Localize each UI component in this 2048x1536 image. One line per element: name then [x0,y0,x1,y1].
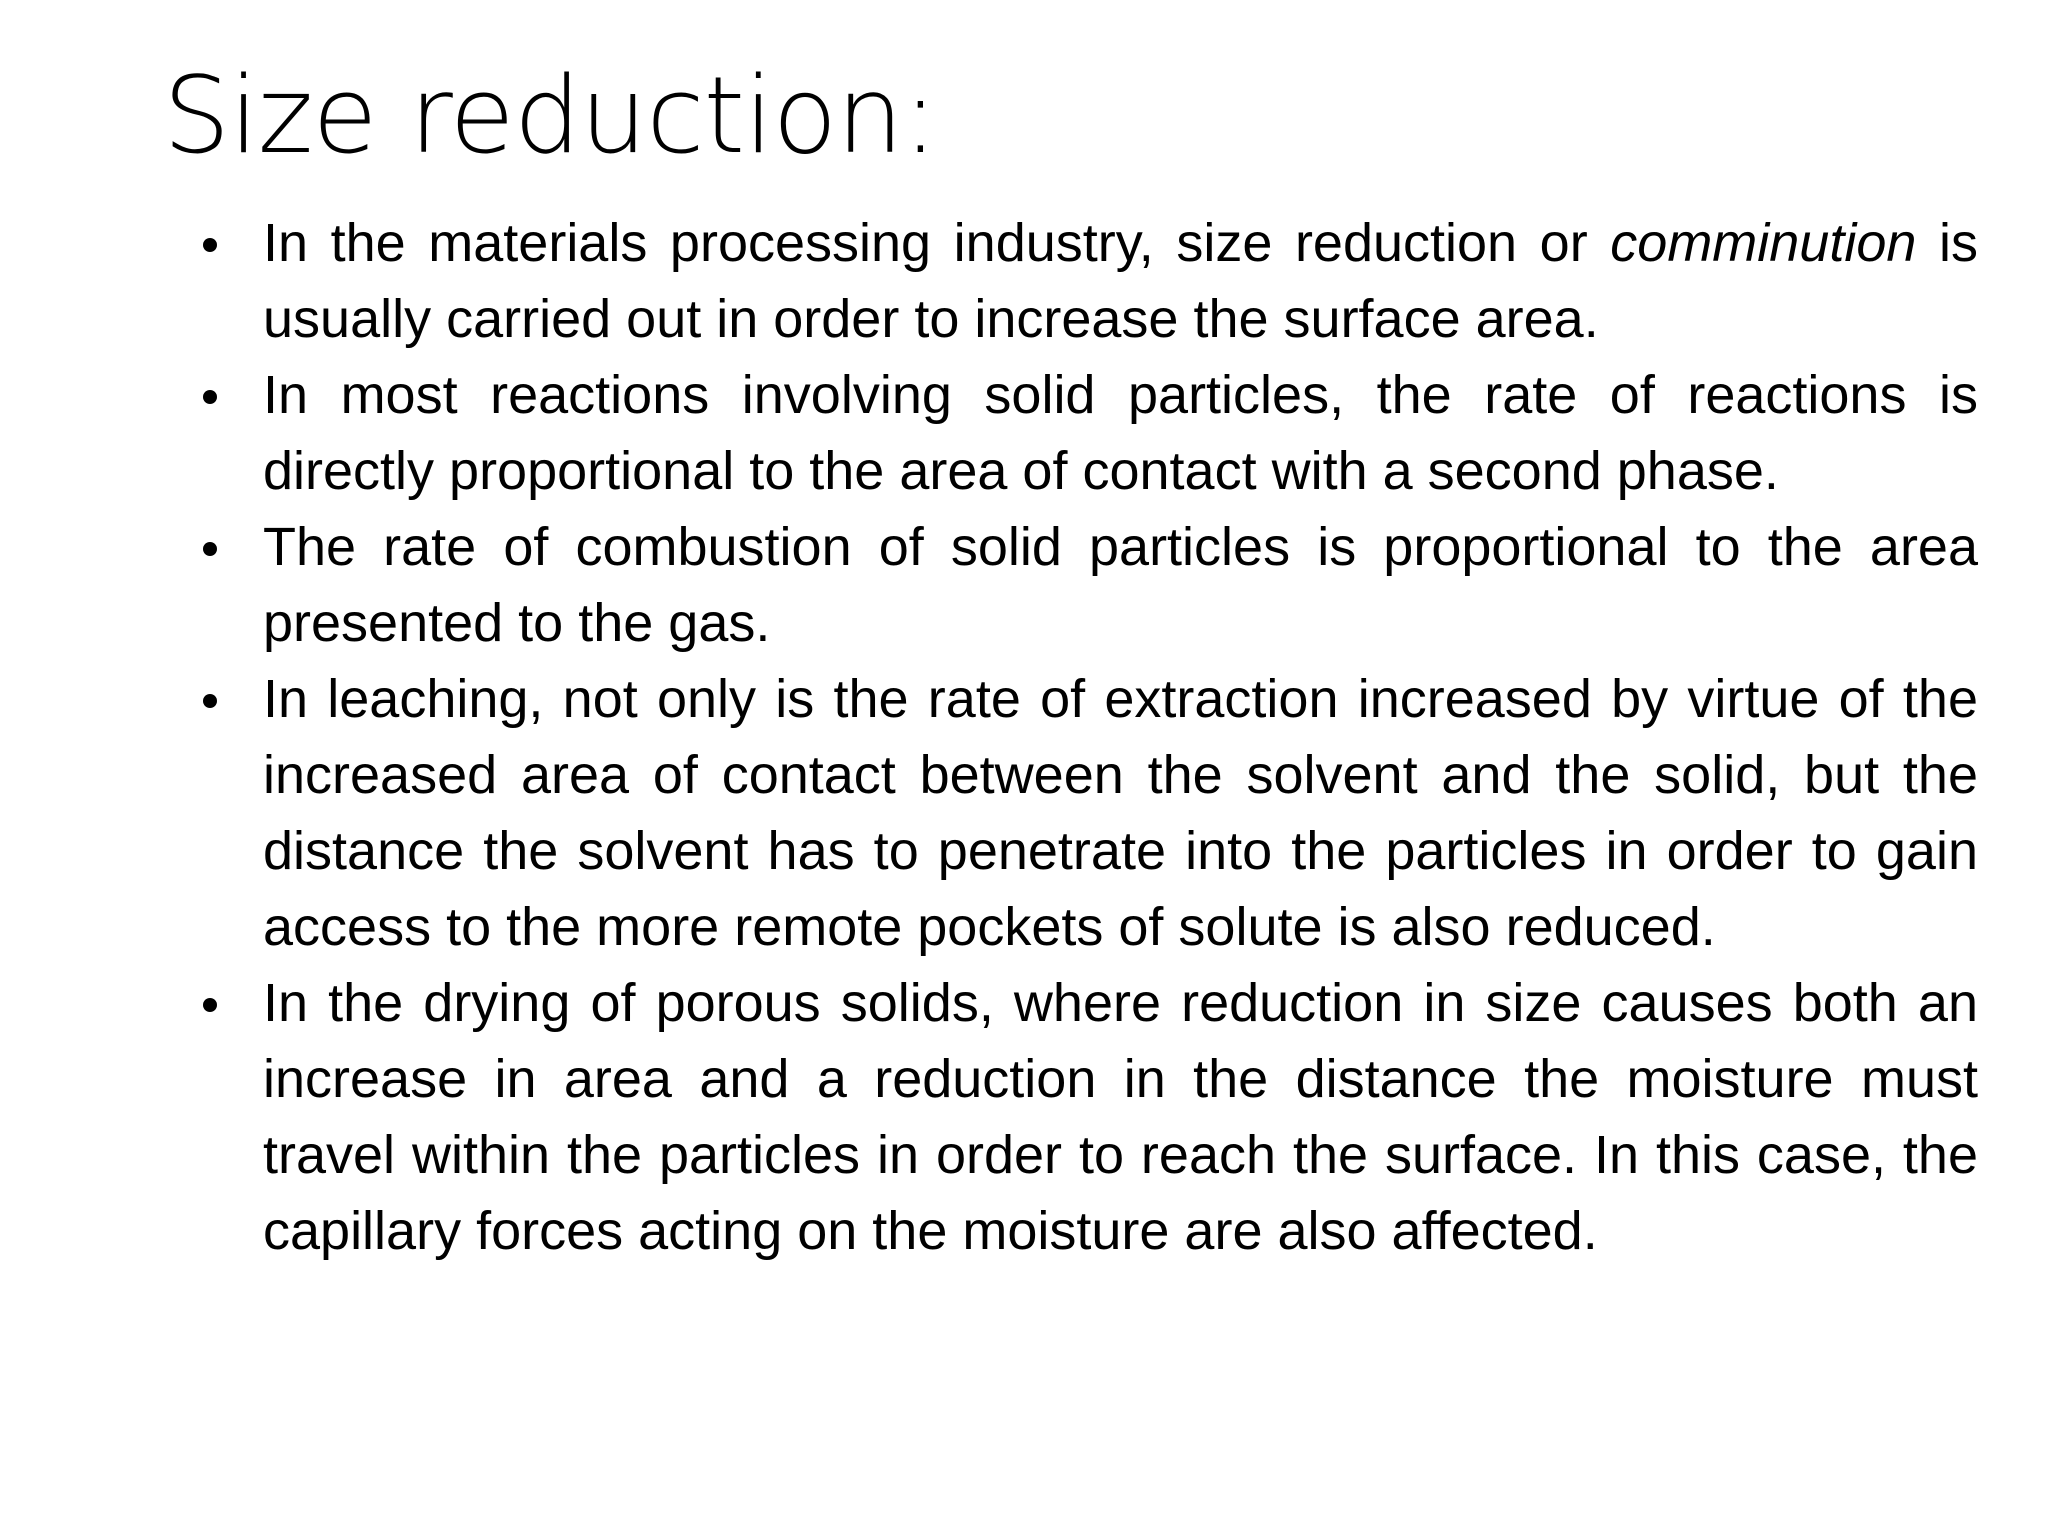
slide-title: Size reduction: [163,54,938,177]
bullet-item-comminution [196,205,1978,357]
bullet-emphasis: comminution [1610,213,1917,273]
bullet-text: In leaching, not only is the rate of extraction increased by virtue of the increased area of contact between the solvent and the solid, but the distance the solvent has to penetrate into the particles in order to gain access to the more remote pockets of solute is also reduced. [263,669,1978,957]
bullet-item-combustion [196,509,1978,661]
bullet-text: The rate of combustion of solid particles is proportional to the area presented to the gas. [263,517,1978,653]
bullet-dot-icon [203,542,217,556]
bullet-dot-icon [203,694,217,708]
bullet-dot-icon [203,238,217,252]
bullet-item-drying [196,965,1978,1269]
bullet-item-reactions [196,357,1978,509]
bullet-list [196,205,1978,1269]
bullet-text: is usually carried out in order to increase the surface area. [263,213,1978,349]
bullet-dot-icon [203,390,217,404]
bullet-text: In most reactions involving solid particles, the rate of reactions is directly proportional to the area of contact with a second phase. [263,365,1978,501]
bullet-dot-icon [203,998,217,1012]
bullet-item-leaching [196,661,1978,965]
bullet-text: In the materials processing industry, size reduction or [263,213,1611,273]
bullet-text: In the drying of porous solids, where reduction in size causes both an increase in area and a reduction in the distance the moisture must travel within the particles in order to reach the surface. In this case, the capillary forces acting on the moisture are also affected. [263,973,1978,1261]
